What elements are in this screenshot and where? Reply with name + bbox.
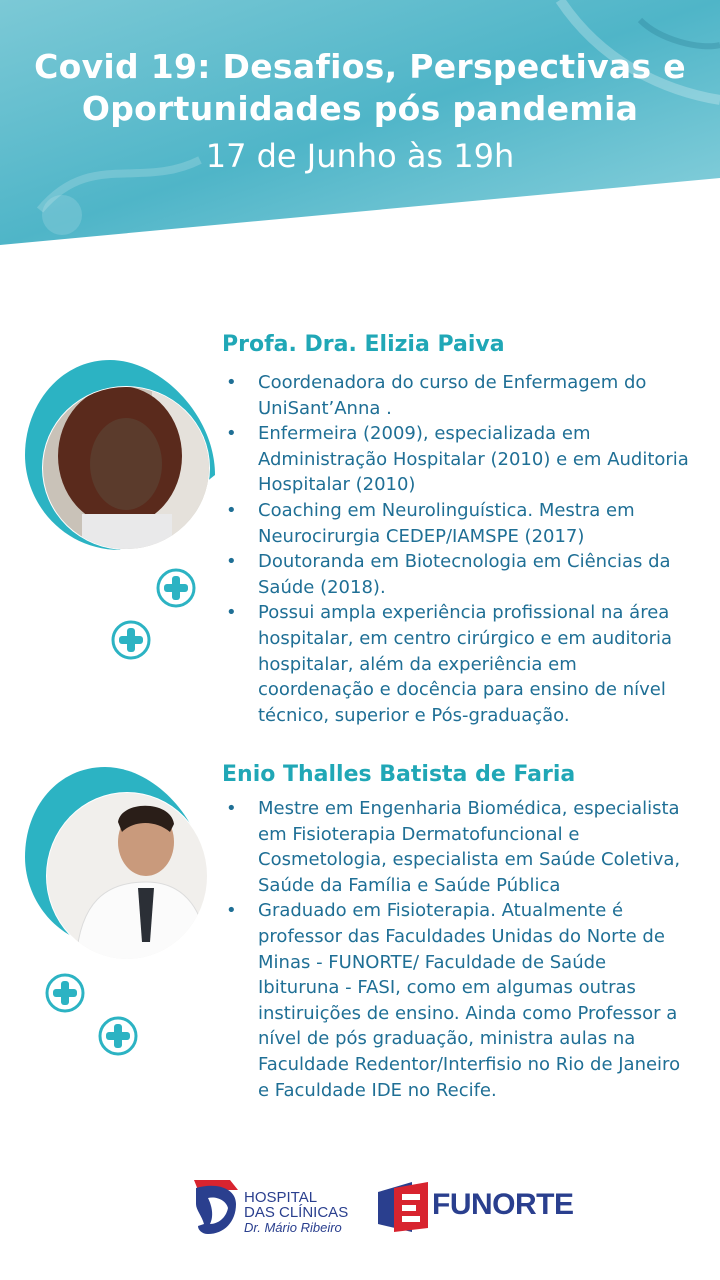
event-title-line1: Covid 19: Desafios, Perspectivas e	[34, 47, 686, 86]
funorte-mark-icon	[372, 1178, 432, 1236]
bio-item: • Graduado em Fisioterapia. Atualmente é professor das Faculdades Unidas do Norte de Minas - FUNORTE/ Faculdade de Saúde Ibituruna - FASI, como em algumas outras instiruições de ensino. Ainda como Professor a nível de pós graduação, ministra aulas na Faculdade Redentor/Interfisio no Rio de Janeiro e Faculdade IDE no Recife.	[222, 898, 692, 1103]
hospital-das-clinicas-logo	[188, 1176, 358, 1238]
speaker-2-avatar	[46, 792, 208, 960]
funorte-logo-text: FUNORTE	[432, 1188, 574, 1221]
funorte-logo	[372, 1178, 574, 1236]
header-banner	[0, 0, 720, 250]
bio-item: • Enfermeira (2009), especializada em Administração Hospitalar (2010) e em Auditoria Hospitalar (2010)	[222, 421, 692, 498]
speaker-1-avatar	[42, 386, 210, 550]
speaker-2-bio	[222, 796, 692, 1103]
bio-item: • Coaching em Neurolinguística. Mestra em Neurocirurgia CEDEP/IAMSPE (2017)	[222, 498, 692, 549]
speaker-1-bio	[222, 370, 692, 728]
bio-item: • Coordenadora do curso de Enfermagem do UniSant’Anna .	[222, 370, 692, 421]
bio-item: • Doutoranda em Biotecnologia em Ciências da Saúde (2018).	[222, 549, 692, 600]
bio-item: • Mestre em Engenharia Biomédica, especialista em Fisioterapia Dermatofuncional e Cosmetologia, especialista em Saúde Coletiva, Saúde da Família e Saúde Pública	[222, 796, 692, 898]
plus-circle-icon	[155, 567, 197, 609]
event-date: 17 de Junho às 19h	[205, 137, 515, 175]
hospital-logo-line3: Dr. Mário Ribeiro	[244, 1220, 342, 1235]
speaker-1-name: Profa. Dra. Elizia Paiva	[222, 332, 505, 357]
event-title-line2: Oportunidades pós pandemia	[81, 89, 639, 128]
plus-circle-icon	[97, 1015, 139, 1057]
speaker-2-name: Enio Thalles Batista de Faria	[222, 762, 576, 787]
event-title	[0, 46, 720, 130]
hospital-face-icon	[188, 1176, 244, 1238]
hospital-logo-text	[244, 1190, 348, 1235]
hospital-logo-line1: HOSPITAL	[244, 1189, 318, 1206]
hospital-logo-line2: DAS CLÍNICAS	[244, 1204, 349, 1221]
plus-circle-icon	[110, 619, 152, 661]
plus-circle-icon	[44, 972, 86, 1014]
bio-item: • Possui ampla experiência profissional na área hospitalar, em centro cirúrgico e em auditoria hospitalar, além da experiência em coordenação e docência para ensino de nível técnico, superior e Pós-graduação.	[222, 600, 692, 728]
